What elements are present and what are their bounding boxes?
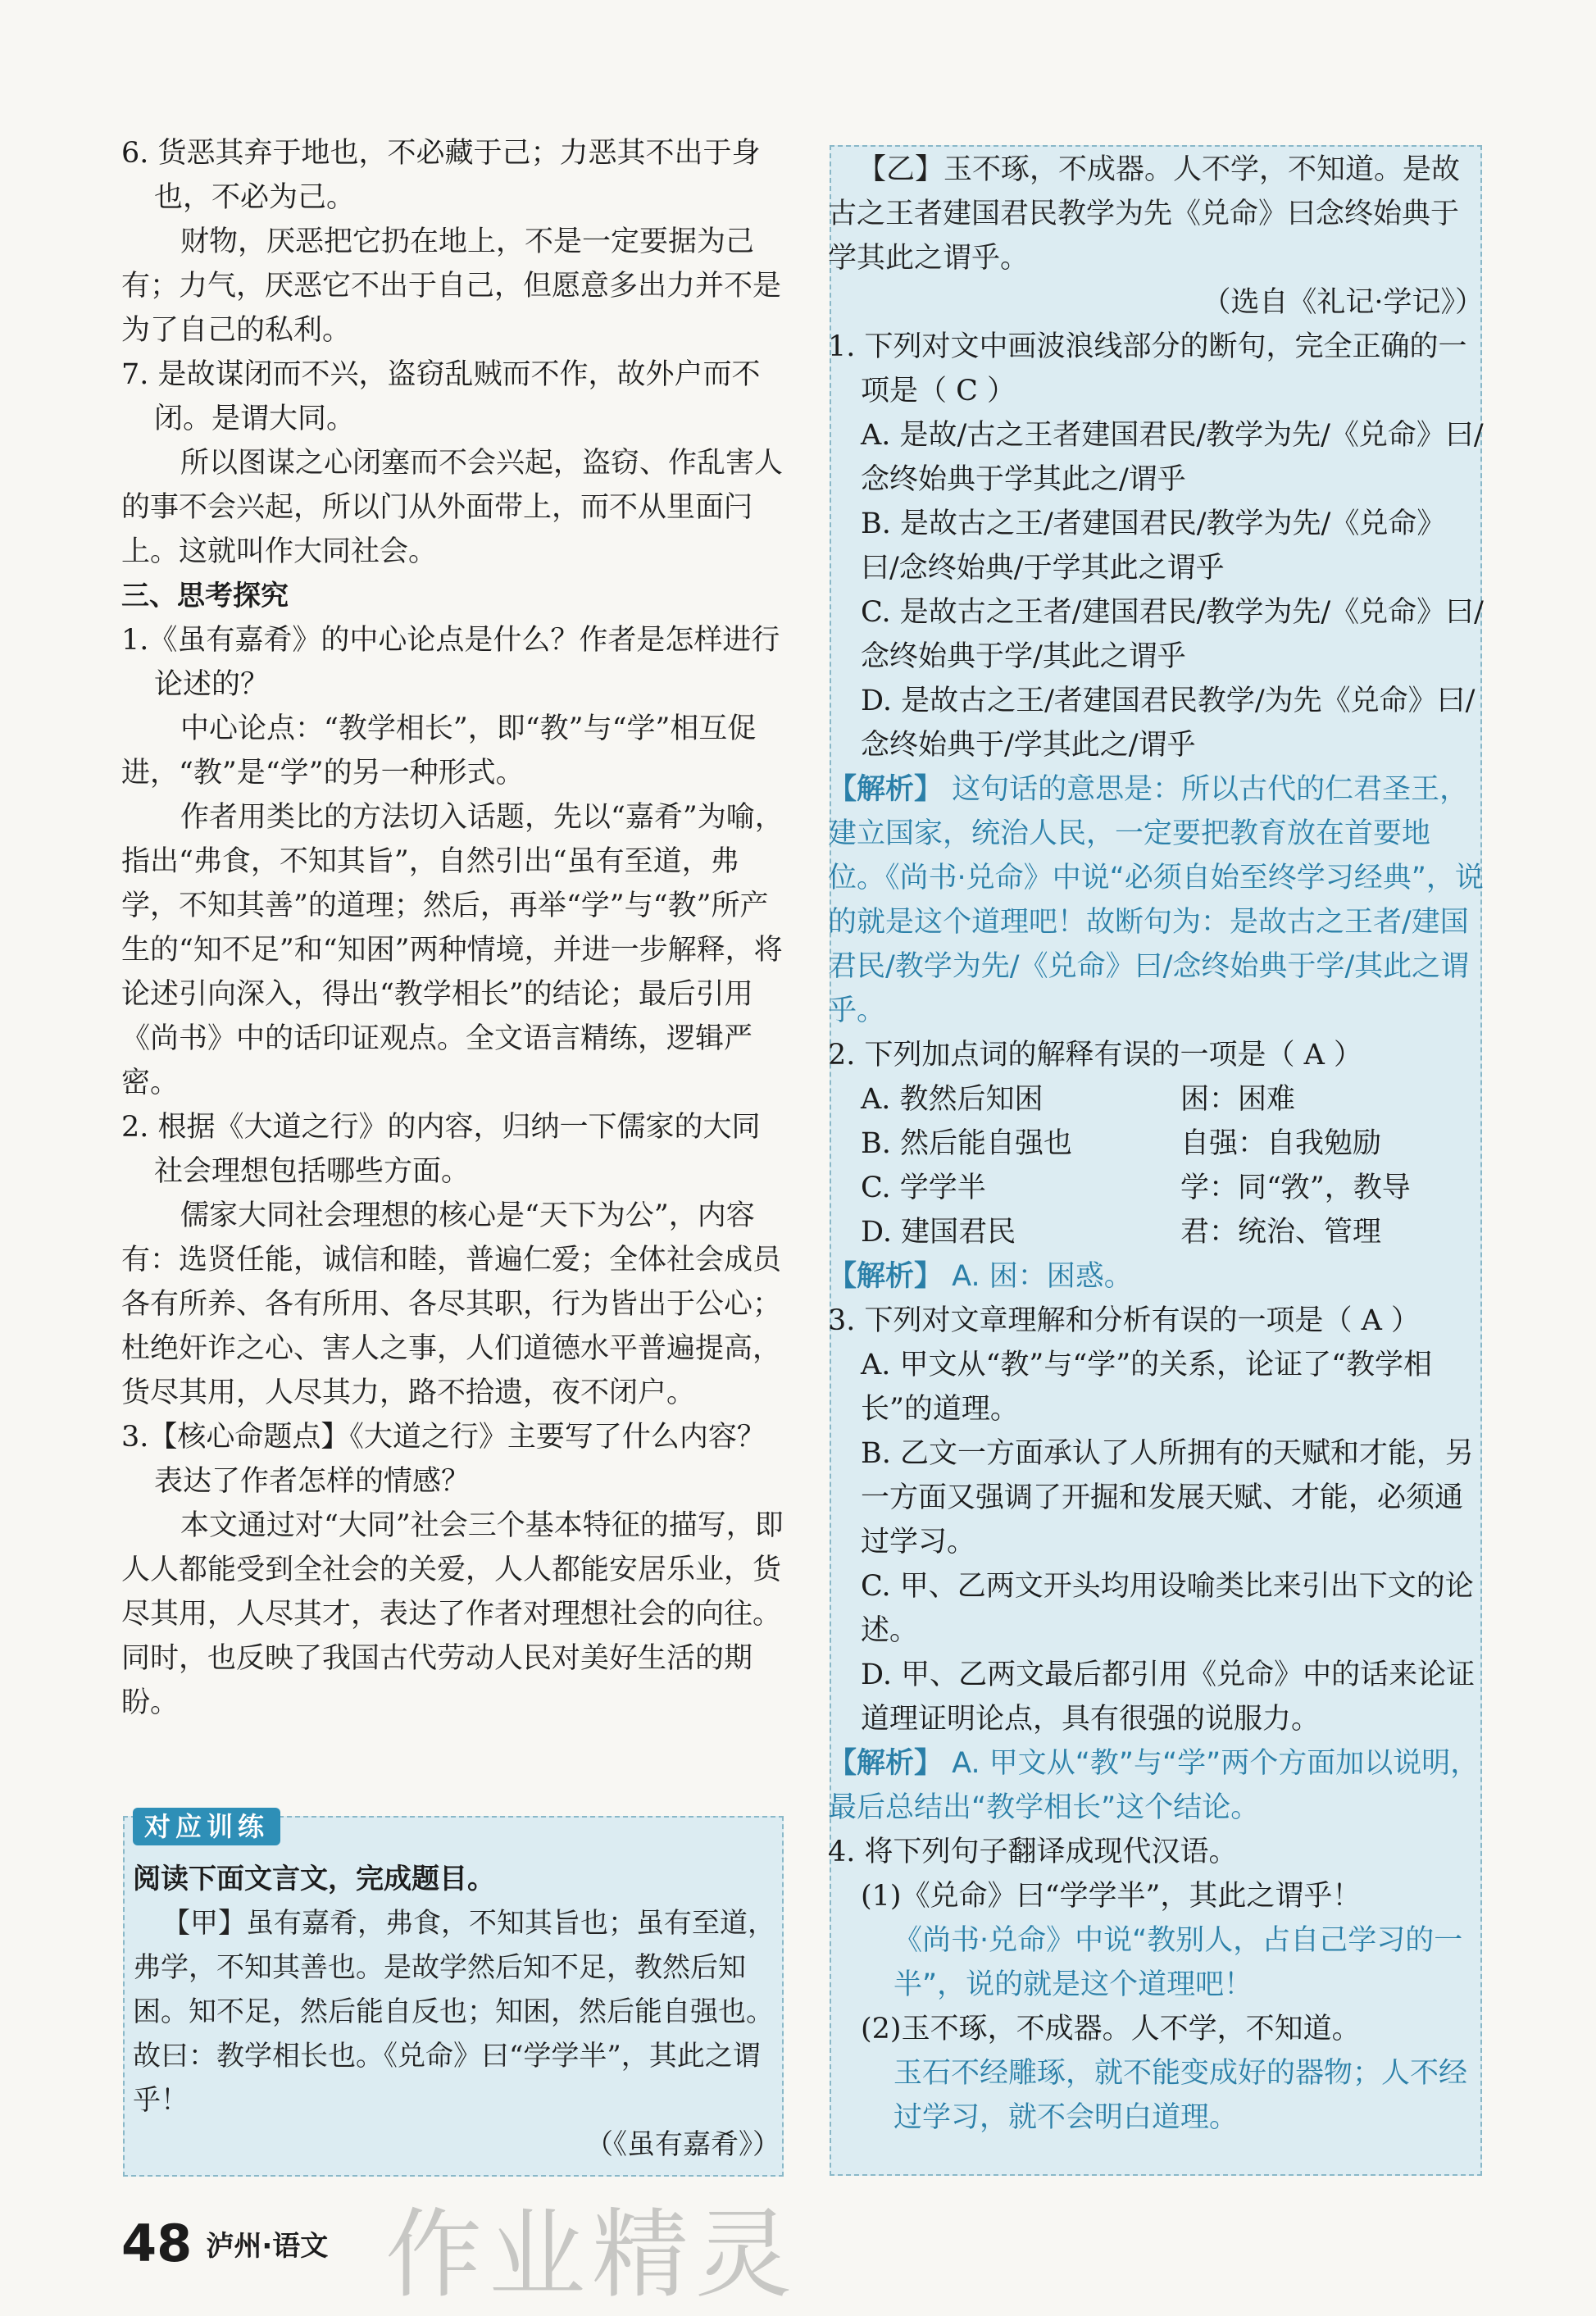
page-footer	[121, 2214, 328, 2273]
analysis-tag: 【解析】	[828, 1260, 944, 1293]
q1-option-b: B. 是故古之王/者建国君民/教学为先/《兑命》曰/念终始典/于学其此之谓乎	[861, 507, 1446, 585]
analysis-tag: 【解析】	[828, 1747, 944, 1780]
q1-option-d: D. 是故古之王/者建国君民教学/为先《兑命》曰/念终始典于/学其此之/谓乎	[861, 685, 1476, 762]
item6-answer: 财物，厌恶把它扔在地上，不是一定要据为己有；力气，厌恶它不出于自己，但愿意多出力并不是为了自己的私利。	[121, 225, 782, 347]
right-question-3: 3. 下列对文章理解和分析有误的一项是（ A ）	[828, 1304, 1421, 1337]
passage-jia: 【甲】虽有嘉肴，弗食，不知其旨也；虽有至道，弗学，不知其善也。是故学然后知不足，教然后知困。知不足，然后能自反也；知困，然后能自强也。故曰：教学相长也。《兑命》曰“学学半”，其此之谓乎！	[133, 1907, 775, 2117]
q4-sentence-1: (1)《兑命》曰“学学半”，其此之谓乎！	[861, 1880, 1362, 1913]
training-text	[133, 1857, 780, 2167]
question-3: 3.【核心命题点】《大道之行》主要写了什么内容？表达了作者怎样的情感？	[121, 1421, 766, 1498]
passage-jia-source: （《虽有嘉肴》）	[585, 2128, 780, 2161]
item7-answer: 所以图谋之心闭塞而不会兴起，盗窃、作乱害人的事不会兴起，所以门从外面带上，而不从里面闩上。这就叫作大同社会。	[121, 447, 784, 568]
question-2-answer: 儒家大同社会理想的核心是“天下为公”，内容有：选贤任能，诚信和睦，普遍仁爱；全体社会成员各有所养、各有所用、各尽其职，行为皆出于公心；杜绝奸诈之心、害人之事，人们道德水平普遍提高，货尽其用，人尽其力，路不拾遗，夜不闭户。	[121, 1199, 782, 1409]
q4-sentence-1-answer: 《尚书·兑命》中说“教别人，占自己学习的一半”，说的就是这个道理吧！	[893, 1924, 1463, 2001]
section-heading: 三、思考探究	[121, 580, 289, 612]
analysis-text: A. 甲文从“教”与“学”两个方面加以说明，最后总结出“教学相长”这个结论。	[828, 1747, 1480, 1824]
q3-analysis	[828, 1741, 1484, 1830]
q1-analysis	[828, 767, 1484, 1033]
analysis-tag: 【解析】	[828, 773, 944, 806]
item7-question: 7. 是故谋闭而不兴，盗窃乱贼而不作，故外户而不闭。是谓大同。	[121, 358, 761, 435]
book-label: 泸州·语文	[206, 2230, 329, 2263]
question-1: 1.《虽有嘉肴》的中心论点是什么？作者是怎样进行论述的？	[121, 624, 780, 701]
q3-option-c: C. 甲、乙两文开头均用设喻类比来引出下文的论述。	[861, 1570, 1474, 1647]
question-1-answer-1: 中心论点：“教学相长”，即“教”与“学”相互促进，“教”是“学”的另一种形式。	[121, 712, 757, 789]
question-3-answer: 本文通过对“大同”社会三个基本特征的描写，即人人都能受到全社会的关爱，人人都能安居乐业，货尽其用，人尽其才，表达了作者对理想社会的向往。同时，也反映了我国古代劳动人民对美好生活的期盼。	[121, 1509, 784, 1719]
q4-sentence-2-answer: 玉石不经雕琢，就不能变成好的器物；人不经过学习，就不会明白道理。	[893, 2057, 1468, 2134]
q3-option-b: B. 乙文一方面承认了人所拥有的天赋和才能，另一方面又强调了开掘和发展天赋、才能，必须通过学习。	[861, 1437, 1474, 1558]
right-column	[828, 148, 1484, 2140]
q1-option-a: A. 是故/古之王者建国君民/教学为先/《兑命》曰/念终始典于学其此之/谓乎	[861, 419, 1484, 496]
training-intro: 阅读下面文言文，完成题目。	[133, 1863, 495, 1895]
passage-yi: 【乙】玉不琢，不成器。人不学，不知道。是故古之王者建国君民教学为先《兑命》曰念终始典于学其此之谓乎。	[828, 153, 1461, 275]
q4-sentence-2: (2)玉不琢，不成器。人不学，不知道。	[861, 2013, 1361, 2045]
q2-option-d: D. 建国君民 君：统治、管理	[861, 1216, 1382, 1249]
q3-option-d: D. 甲、乙两文最后都引用《兑命》中的话来论证道理证明论点，具有很强的说服力。	[861, 1659, 1476, 1736]
q2-option-a: A. 教然后知困 困：困难	[861, 1083, 1296, 1116]
watermark: 作业精灵	[385, 2198, 799, 2311]
right-question-4: 4. 将下列句子翻译成现代汉语。	[828, 1836, 1238, 1868]
item6-question: 6. 货恶其弃于地也，不必藏于己；力恶其不出于身也，不必为己。	[121, 137, 761, 214]
q3-option-a: A. 甲文从“教”与“学”的关系，论证了“教学相长”的道理。	[861, 1349, 1432, 1426]
q2-analysis	[828, 1254, 1484, 1299]
question-1-answer-2: 作者用类比的方法切入话题，先以“嘉肴”为喻，指出“弗食，不知其旨”，自然引出“虽有至道，弗学，不知其善”的道理；然后，再举“学”与“教”所产生的“知不足”和“知困”两种情境，并进一步解释，将论述引向深入，得出“教学相长”的结论；最后引用《尚书》中的话印证观点。全文语言精练，逻辑严密。	[121, 801, 784, 1099]
right-question-2: 2. 下列加点词的解释有误的一项是（ A ）	[828, 1039, 1363, 1072]
question-2: 2. 根据《大道之行》的内容，归纳一下儒家的大同社会理想包括哪些方面。	[121, 1111, 761, 1188]
analysis-text: 这句话的意思是：所以古代的仁君圣王，建立国家，统治人民，一定要把教育放在首要地位。《尚书·兑命》中说“必须自始至终学习经典”，说的就是这个道理吧！故断句为：是故古之王者/建国君民/教学为先/《兑命》曰/念终始典于学/其此之谓乎。	[828, 773, 1484, 1027]
q1-option-c: C. 是故古之王者/建国君民/教学为先/《兑命》曰/念终始典于学/其此之谓乎	[861, 596, 1484, 673]
right-question-1: 1. 下列对文中画波浪线部分的断句，完全正确的一项是（ C ）	[828, 330, 1467, 407]
q2-option-b: B. 然后能自强也 自强：自我勉励	[861, 1127, 1382, 1160]
training-tag: 对应训练	[133, 1808, 280, 1845]
analysis-text: A. 困：困惑。	[952, 1260, 1133, 1293]
page-number: 48	[121, 2214, 193, 2273]
passage-yi-source: （选自《礼记·学记》）	[1202, 286, 1484, 319]
q2-option-c: C. 学学半 学：同“敩”，教导	[861, 1172, 1411, 1204]
left-column	[121, 131, 784, 1725]
